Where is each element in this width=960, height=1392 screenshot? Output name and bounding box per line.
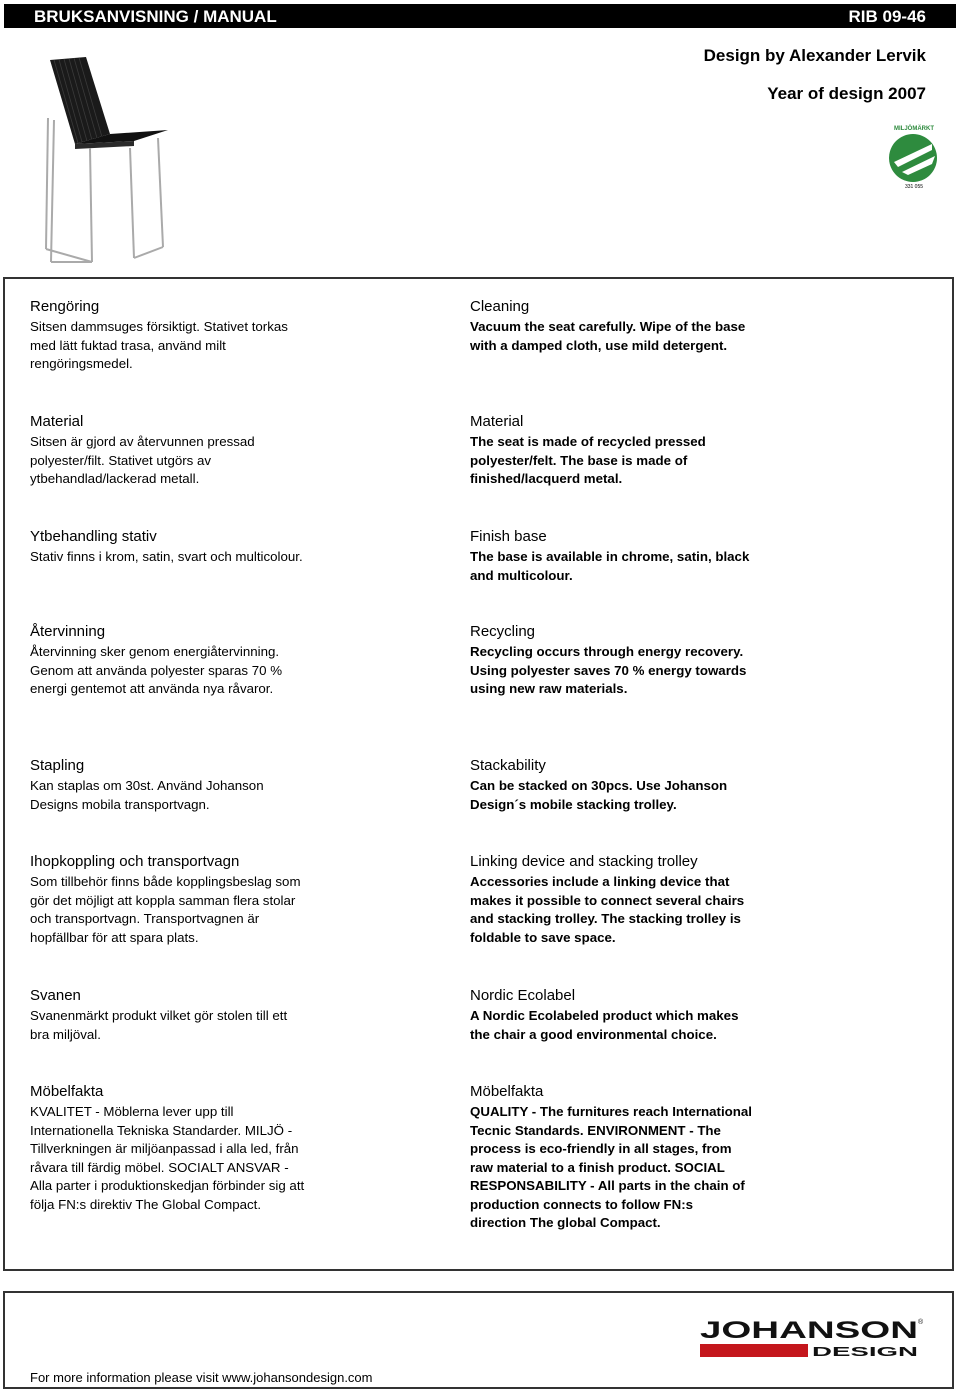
section-material-en [470, 412, 800, 489]
section-body: A Nordic Ecolabeled product which makes the chair a good environmental choice. [470, 1008, 739, 1042]
section-heading: Nordic Ecolabel [470, 987, 576, 1004]
section-finish-en [470, 527, 800, 585]
product-code: RIB 09-46 [848, 7, 926, 26]
section-body: Som tillbehör finns både kopplingsbeslag som gör det möjligt att koppla samman flera stolar och transportvagn. Transportvagnen är hopfällbar för att spara plats. [30, 874, 301, 945]
section-body: Kan staplas om 30st. Använd Johanson Designs mobila transportvagn. [30, 778, 264, 812]
section-heading: Ihopkoppling och transportvagn [30, 853, 240, 870]
section-heading: Återvinning [30, 623, 106, 640]
designer-credit: Design by Alexander Lervik [703, 46, 926, 65]
section-heading: Stapling [30, 757, 85, 774]
nordic-ecolabel-icon [880, 120, 950, 190]
section-body: Can be stacked on 30pcs. Use Johanson Design´s mobile stacking trolley. [470, 778, 728, 812]
section-recycling-en [470, 622, 800, 699]
section-mobelfakta-en [470, 1082, 800, 1233]
footer-website-note: For more information please visit www.johansondesign.com [30, 1370, 373, 1385]
johanson-design-logo [700, 1316, 925, 1368]
section-body: Vacuum the seat carefully. Wipe of the base with a damped cloth, use mild detergent. [470, 319, 746, 353]
section-heading: Material [30, 413, 84, 430]
logo-main-text: JOHANSON [700, 1317, 918, 1344]
section-body: Svanenmärkt produkt vilket gör stolen till ett bra miljöval. [30, 1008, 288, 1042]
header-bar [4, 4, 956, 28]
design-year: Year of design 2007 [767, 84, 926, 103]
section-cleaning-en [470, 297, 800, 355]
section-body: The seat is made of recycled pressed polyester/felt. The base is made of finished/lacquerd metal. [470, 434, 706, 486]
logo-sub-text: DESIGN [812, 1344, 918, 1359]
section-heading: Cleaning [470, 298, 530, 315]
section-body: Sitsen är gjord av återvunnen pressad polyester/filt. Stativet utgörs av ytbehandlad/lackerad metall. [30, 434, 255, 486]
section-heading: Rengöring [30, 298, 100, 315]
section-ecolabel-sv [30, 986, 360, 1044]
section-linking-en [470, 852, 800, 947]
section-body: Recycling occurs through energy recovery. Using polyester saves 70 % energy towards using new raw materials. [470, 644, 747, 696]
section-body: Stativ finns i krom, satin, svart och multicolour. [30, 549, 303, 564]
section-heading: Ytbehandling stativ [30, 528, 157, 545]
section-cleaning-sv [30, 297, 360, 374]
section-heading: Svanen [30, 987, 81, 1004]
section-heading: Möbelfakta [30, 1083, 104, 1100]
section-heading: Möbelfakta [470, 1083, 544, 1100]
section-body: Återvinning sker genom energiåtervinning. Genom att använda polyester sparas 70 % energi gentemot att använda nya råvaror. [30, 644, 283, 696]
ecolabel-number: 331 055 [904, 184, 924, 190]
section-heading: Finish base [470, 528, 547, 545]
ecolabel-text: MILJÖMÄRKT [894, 126, 934, 132]
section-body: Accessories include a linking device that makes it possible to connect several chairs and stacking trolley. The stacking trolley is foldable to save space. [470, 874, 745, 945]
section-heading: Recycling [470, 623, 536, 640]
section-heading: Material [470, 413, 524, 430]
section-body: KVALITET - Möblerna lever upp till Internationella Tekniska Standarder. MILJÖ - Tillverkningen är miljöanpassad i alla led, från råvara till färdig möbel. SOCIALT ANSVAR - Alla parter i produktionskedjan förbinder sig att följa FN:s direktiv The Global Compact. [30, 1104, 305, 1212]
section-body: Sitsen dammsuges försiktigt. Stativet torkas med lätt fuktad trasa, använd milt rengöringsmedel. [30, 319, 288, 371]
chair-image [30, 52, 190, 267]
section-ecolabel-en [470, 986, 800, 1044]
section-heading: Linking device and stacking trolley [470, 853, 698, 870]
section-stacking-en [470, 756, 800, 814]
section-stacking-sv [30, 756, 360, 814]
section-mobelfakta-sv [30, 1082, 360, 1214]
document-title: BRUKSANVISNING / MANUAL [34, 7, 277, 26]
logo-registered-mark: ® [918, 1319, 924, 1326]
section-body: QUALITY - The furnitures reach International Tecnic Standards. ENVIRONMENT - The process is eco-friendly in all stages, from raw material to a finish product. SOCIAL RESPONSABILITY - All parts in the chain of production connects to follow FN:s direction The global Compact. [470, 1104, 752, 1230]
section-finish-sv [30, 527, 360, 567]
section-heading: Stackability [470, 757, 546, 774]
section-recycling-sv [30, 622, 360, 699]
section-body: The base is available in chrome, satin, black and multicolour. [470, 549, 750, 583]
section-linking-sv [30, 852, 360, 947]
section-material-sv [30, 412, 360, 489]
